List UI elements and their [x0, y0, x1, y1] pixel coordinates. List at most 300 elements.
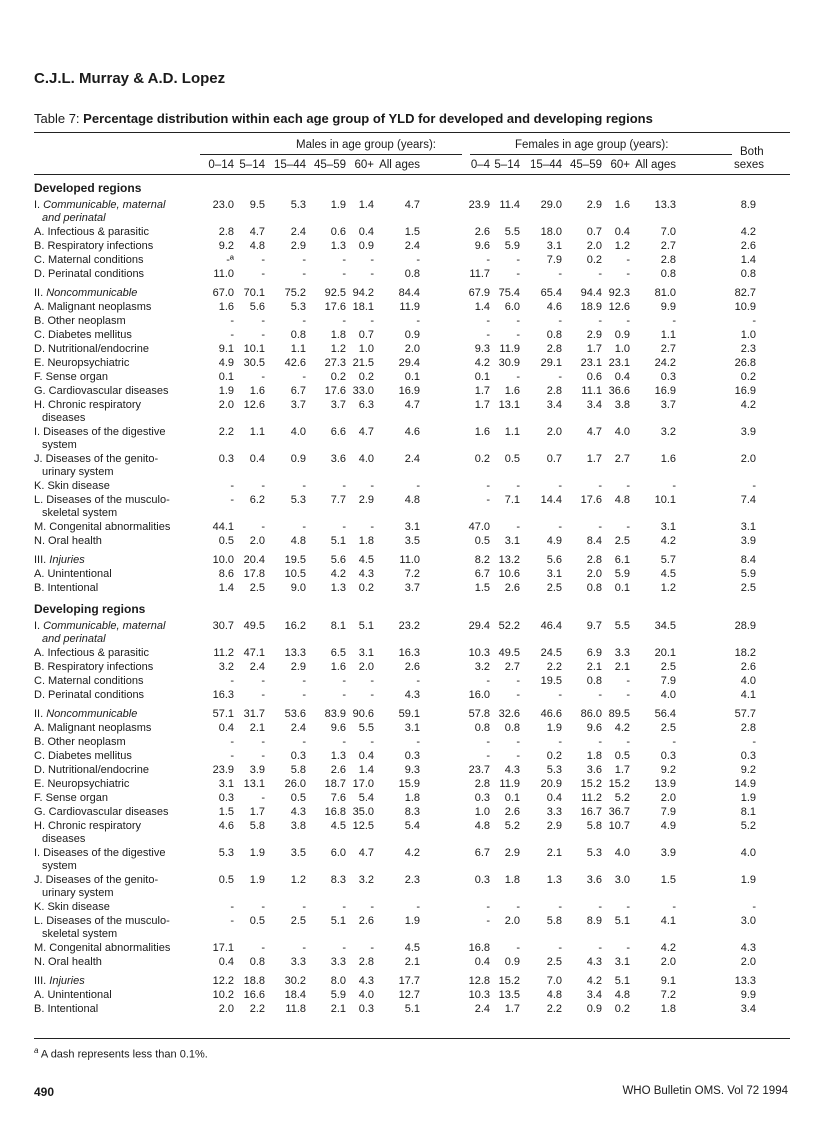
- row-label: [34, 901, 214, 914]
- table-cell: 3.1: [358, 647, 374, 659]
- table-cell: 4.5: [330, 820, 346, 832]
- row-label: [34, 806, 214, 819]
- table-cell: 0.7: [546, 453, 562, 465]
- table-cell: 2.1: [330, 1003, 346, 1015]
- table-cell: 1.5: [404, 226, 420, 238]
- table-cell: 0.6: [586, 371, 602, 383]
- table-cell: 10.7: [608, 820, 630, 832]
- table-cell: 81.0: [654, 287, 676, 299]
- table-cell: 2.5: [290, 915, 306, 927]
- table-cell: 0.5: [218, 535, 234, 547]
- table-cell: 0.9: [358, 240, 374, 252]
- table-cell: 11.9: [499, 778, 520, 790]
- table-cell: 32.6: [498, 708, 520, 720]
- table-cell: -: [598, 268, 602, 280]
- table-cell: 0.8: [546, 329, 562, 341]
- table-cell: -: [516, 750, 520, 762]
- table-cell: 4.8: [249, 240, 265, 252]
- table-cell: 2.1: [546, 847, 562, 859]
- table-caption: [34, 111, 653, 126]
- table-cell: 11.1: [581, 385, 602, 397]
- table-cell: 6.0: [504, 301, 520, 313]
- table-cell: 2.7: [660, 343, 676, 355]
- table-cell: 27.3: [324, 357, 346, 369]
- table-cell: 7.0: [546, 975, 562, 987]
- table-cell: 1.7: [474, 385, 490, 397]
- table-cell: 9.2: [740, 764, 756, 776]
- table-cell: 3.5: [404, 535, 420, 547]
- table-cell: -: [261, 736, 265, 748]
- table-cell: -: [626, 315, 630, 327]
- row-label-continuation: diseases: [42, 412, 86, 424]
- table-cell: 9.7: [586, 620, 602, 632]
- table-cell: 4.1: [740, 689, 756, 701]
- table-cell: 0.1: [614, 582, 630, 594]
- table-cell: 20.1: [654, 647, 676, 659]
- table-cell: 4.2: [330, 568, 346, 580]
- row-label: [34, 792, 214, 805]
- table-cell: -: [261, 942, 265, 954]
- table-cell: -: [302, 315, 306, 327]
- table-cell: -: [626, 268, 630, 280]
- table-cell: 4.7: [249, 226, 265, 238]
- row-label-text: A. Infectious & parasitic: [34, 226, 149, 238]
- table-cell: -: [558, 689, 562, 701]
- table-cell: 3.9: [249, 764, 265, 776]
- table-cell: 12.8: [468, 975, 490, 987]
- table-cell: 4.9: [660, 820, 676, 832]
- row-label-continuation: system: [42, 439, 77, 451]
- row-label: [34, 647, 214, 660]
- footnote-text: A dash represents less than 0.1%.: [38, 1048, 208, 1061]
- table-cell: 7.0: [660, 226, 676, 238]
- table-cell: 4.2: [740, 399, 756, 411]
- table-cell: 0.4: [546, 792, 562, 804]
- row-label-text: A. Malignant neoplasms: [34, 301, 152, 313]
- table-cell: 2.9: [290, 240, 306, 252]
- table-cell: -: [230, 315, 234, 327]
- row-label-text: A. Malignant neoplasms: [34, 722, 152, 734]
- table-cell: 3.3: [330, 956, 346, 968]
- table-cell: 57.1: [212, 708, 234, 720]
- table-cell: 2.4: [290, 722, 306, 734]
- table-label: Table 7:: [34, 111, 80, 126]
- table-cell: 4.3: [740, 942, 756, 954]
- row-label-text: K. Skin disease: [34, 480, 110, 492]
- table-cell: -: [261, 254, 265, 266]
- table-cell: 2.8: [546, 343, 562, 355]
- table-cell: 13.9: [654, 778, 676, 790]
- table-cell: 0.9: [504, 956, 520, 968]
- table-cell: -: [516, 315, 520, 327]
- row-label: [34, 371, 214, 384]
- table-cell: -: [626, 254, 630, 266]
- table-cell: -: [558, 315, 562, 327]
- table-cell: 1.9: [740, 792, 756, 804]
- table-cell: 2.8: [740, 722, 756, 734]
- table-cell: 2.0: [740, 956, 756, 968]
- table-cell: 2.6: [404, 661, 420, 673]
- table-cell: 1.9: [404, 915, 420, 927]
- table-cell: -: [370, 315, 374, 327]
- table-cell: 3.3: [614, 647, 630, 659]
- table-cell: 11.9: [399, 301, 420, 313]
- table-cell: 42.6: [284, 357, 306, 369]
- table-cell: -: [261, 750, 265, 762]
- table-cell: 1.6: [330, 661, 346, 673]
- male-age-header: 60+: [354, 159, 374, 171]
- table-cell: 8.2: [474, 554, 490, 566]
- table-cell: 4.3: [358, 975, 374, 987]
- table-cell: 2.2: [546, 1003, 562, 1015]
- table-cell: 44.1: [212, 521, 234, 533]
- table-cell: 5.8: [249, 820, 265, 832]
- table-cell: 3.3: [546, 806, 562, 818]
- male-age-header: 45–59: [314, 159, 346, 171]
- table-cell: -: [302, 480, 306, 492]
- table-cell: 5.8: [290, 764, 306, 776]
- table-bottom-rule: [34, 1038, 790, 1039]
- table-cell: 0.2: [330, 371, 346, 383]
- table-cell: -: [342, 689, 346, 701]
- row-label-text: F. Sense organ: [34, 792, 108, 804]
- table-cell: 57.8: [468, 708, 490, 720]
- table-cell: 17.1: [212, 942, 234, 954]
- table-cell: 0.8: [404, 268, 420, 280]
- table-cell: 6.0: [330, 847, 346, 859]
- table-cell: 1.6: [614, 199, 630, 211]
- table-cell: 18.7: [324, 778, 346, 790]
- table-cell: 0.8: [660, 268, 676, 280]
- table-cell: 57.7: [734, 708, 756, 720]
- table-cell: -: [626, 689, 630, 701]
- table-cell: 0.3: [660, 750, 676, 762]
- row-label-text: D. Nutritional/endocrine: [34, 764, 149, 776]
- table-cell: 2.4: [404, 240, 420, 252]
- table-cell: -: [342, 736, 346, 748]
- row-label-text: B. Intentional: [34, 1003, 99, 1015]
- table-cell: 16.9: [734, 385, 756, 397]
- table-cell: 5.6: [546, 554, 562, 566]
- table-cell: 23.1: [580, 357, 602, 369]
- table-cell: 0.8: [249, 956, 265, 968]
- table-cell: 4.0: [740, 847, 756, 859]
- table-cell: -: [558, 736, 562, 748]
- table-cell: 9.6: [330, 722, 346, 734]
- table-cell: 0.8: [586, 675, 602, 687]
- table-cell: 10.1: [654, 494, 676, 506]
- table-cell: 23.0: [212, 199, 234, 211]
- table-cell: 6.2: [249, 494, 265, 506]
- table-cell: 8.0: [330, 975, 346, 987]
- table-cell: -: [370, 480, 374, 492]
- both-sexes-line2: sexes: [734, 159, 765, 171]
- row-label: [34, 942, 214, 955]
- table-cell: 7.9: [546, 254, 562, 266]
- table-cell: 2.5: [249, 582, 265, 594]
- table-cell: 3.0: [740, 915, 756, 927]
- table-cell: 3.9: [660, 847, 676, 859]
- table-cell: 5.1: [330, 535, 346, 547]
- table-cell: 13.1: [498, 399, 520, 411]
- table-cell: 4.0: [614, 847, 630, 859]
- table-cell: -: [342, 942, 346, 954]
- table-cell: 15.2: [608, 778, 630, 790]
- table-cell: 0.9: [614, 329, 630, 341]
- table-cell: 14.4: [540, 494, 562, 506]
- table-cell: 1.2: [614, 240, 630, 252]
- table-cell: 1.8: [358, 535, 374, 547]
- table-cell: 23.9: [212, 764, 234, 776]
- table-cell: 4.7: [358, 847, 374, 859]
- table-cell: 0.5: [249, 915, 265, 927]
- table-cell: 0.1: [474, 371, 490, 383]
- table-cell: 3.1: [546, 240, 562, 252]
- table-cell: -: [230, 480, 234, 492]
- section-title: Developed regions: [34, 181, 142, 195]
- table-cell: 0.2: [614, 1003, 630, 1015]
- table-cell: 3.9: [740, 426, 756, 438]
- row-label: [34, 315, 214, 328]
- header-bottom-rule: [34, 174, 790, 175]
- table-cell: 1.1: [504, 426, 520, 438]
- table-cell: -: [370, 254, 374, 266]
- row-label-text: M. Congenital abnormalities: [34, 942, 171, 954]
- table-cell: -: [230, 736, 234, 748]
- table-cell: 11.8: [285, 1003, 306, 1015]
- table-cell: -: [302, 268, 306, 280]
- table-cell: 75.4: [498, 287, 520, 299]
- row-label-text: C. Diabetes mellitus: [34, 750, 132, 762]
- table-cell: -: [230, 750, 234, 762]
- table-cell: 0.4: [249, 453, 265, 465]
- row-label: [34, 708, 214, 721]
- table-cell: 4.5: [358, 554, 374, 566]
- table-cell: 4.8: [404, 494, 420, 506]
- table-cell: 15.9: [398, 778, 420, 790]
- table-top-rule: [34, 132, 790, 133]
- table-cell: 33.0: [352, 385, 374, 397]
- table-cell: 4.8: [474, 820, 490, 832]
- row-label-text: D. Perinatal conditions: [34, 689, 145, 701]
- table-cell: 6.7: [474, 847, 490, 859]
- table-cell: 2.9: [586, 199, 602, 211]
- table-cell: 29.0: [540, 199, 562, 211]
- table-cell: -: [486, 736, 490, 748]
- table-cell: 56.4: [654, 708, 676, 720]
- row-label-text: G. Cardiovascular diseases: [34, 806, 169, 818]
- row-label-continuation: urinary system: [42, 887, 114, 899]
- table-cell: 1.3: [330, 750, 346, 762]
- table-cell: 16.0: [468, 689, 490, 701]
- row-label-continuation: diseases: [42, 833, 86, 845]
- row-label-text: B. Respiratory infections: [34, 661, 154, 673]
- male-age-header: 5–14: [239, 159, 265, 171]
- table-cell: -: [342, 254, 346, 266]
- table-cell: 7.9: [660, 806, 676, 818]
- table-cell: 9.1: [218, 343, 234, 355]
- row-label-continuation: and perinatal: [42, 212, 106, 224]
- table-cell: 9.2: [660, 764, 676, 776]
- table-cell: 0.8: [474, 722, 490, 734]
- table-cell: 2.5: [546, 956, 562, 968]
- table-cell: 70.1: [243, 287, 265, 299]
- table-cell: 47.0: [468, 521, 490, 533]
- males-group-header: Males in age group (years):: [296, 139, 436, 151]
- table-cell: 3.1: [404, 722, 420, 734]
- female-age-header: 0–4: [470, 159, 490, 171]
- table-cell: 67.0: [212, 287, 234, 299]
- table-cell: 18.1: [352, 301, 374, 313]
- table-cell: 2.1: [614, 661, 630, 673]
- footnote: [34, 1046, 208, 1061]
- row-label-italic: Injuries: [49, 554, 85, 566]
- table-cell: 0.4: [218, 956, 234, 968]
- table-cell: 0.5: [474, 535, 490, 547]
- table-cell: 13.1: [243, 778, 265, 790]
- row-label: [34, 240, 214, 253]
- table-cell: 28.9: [734, 620, 756, 632]
- table-cell: -: [516, 268, 520, 280]
- table-cell: -: [598, 689, 602, 701]
- row-label: [34, 689, 214, 702]
- table-cell: 1.8: [504, 874, 520, 886]
- row-label: [34, 736, 214, 749]
- table-cell: -: [416, 254, 420, 266]
- table-cell: 5.2: [504, 820, 520, 832]
- row-label-italic: Injuries: [49, 975, 85, 987]
- row-label: [34, 915, 214, 941]
- table-cell: 1.9: [249, 847, 265, 859]
- table-cell: 5.1: [330, 915, 346, 927]
- table-cell: 15.2: [580, 778, 602, 790]
- table-cell: 4.8: [546, 989, 562, 1001]
- table-cell: 36.6: [608, 385, 630, 397]
- table-cell: 2.1: [404, 956, 420, 968]
- row-label-text: I.: [34, 620, 44, 632]
- table-cell: 4.3: [504, 764, 520, 776]
- row-label: [34, 874, 214, 900]
- table-cell: 3.2: [474, 661, 490, 673]
- table-cell: 9.6: [474, 240, 490, 252]
- table-cell: 1.2: [330, 343, 346, 355]
- table-cell: 29.4: [398, 357, 420, 369]
- table-cell: -: [516, 371, 520, 383]
- table-cell: -: [342, 675, 346, 687]
- table-cell: 6.9: [586, 647, 602, 659]
- row-label: [34, 399, 214, 425]
- table-cell: 8.3: [404, 806, 420, 818]
- table-cell: -: [416, 901, 420, 913]
- table-cell: -: [370, 942, 374, 954]
- table-cell: 4.2: [660, 535, 676, 547]
- table-cell: 24.5: [540, 647, 562, 659]
- table-cell: 84.4: [398, 287, 420, 299]
- table-cell: 2.6: [330, 764, 346, 776]
- table-cell: 5.1: [614, 975, 630, 987]
- table-cell: 0.1: [218, 371, 234, 383]
- table-cell: 12.2: [212, 975, 234, 987]
- table-cell: 4.9: [546, 535, 562, 547]
- table-cell: 19.5: [540, 675, 562, 687]
- table-cell: -: [598, 942, 602, 954]
- table-cell: 29.4: [468, 620, 490, 632]
- table-cell: 1.9: [218, 385, 234, 397]
- row-label: [34, 778, 214, 791]
- table-title: Percentage distribution within each age group of YLD for developed and developing regions: [83, 111, 653, 126]
- table-cell: 0.8: [740, 268, 756, 280]
- table-cell: 0.5: [614, 750, 630, 762]
- male-age-header: All ages: [379, 159, 420, 171]
- table-cell: 49.5: [498, 647, 520, 659]
- row-label-text: J. Diseases of the genito-: [34, 453, 159, 465]
- row-label-text: H. Chronic respiratory: [34, 820, 141, 832]
- table-cell: 4.0: [740, 675, 756, 687]
- female-age-header: 60+: [610, 159, 630, 171]
- table-cell: 12.6: [608, 301, 630, 313]
- table-cell: -: [416, 315, 420, 327]
- table-cell: 1.9: [330, 199, 346, 211]
- table-cell: 75.2: [284, 287, 306, 299]
- table-cell: 17.7: [398, 975, 420, 987]
- table-cell: 5.3: [290, 494, 306, 506]
- female-age-header: 5–14: [494, 159, 520, 171]
- table-cell: 1.7: [586, 453, 602, 465]
- table-cell: 3.0: [614, 874, 630, 886]
- females-subrule: [470, 154, 732, 155]
- row-label: [34, 521, 214, 534]
- table-cell: -: [516, 736, 520, 748]
- table-cell: 1.4: [358, 764, 374, 776]
- table-cell: 1.1: [290, 343, 306, 355]
- table-cell: 46.6: [540, 708, 562, 720]
- row-label-text: I.: [34, 199, 44, 211]
- female-age-header: All ages: [635, 159, 676, 171]
- table-cell: 0.3: [218, 453, 234, 465]
- table-cell: 8.1: [740, 806, 756, 818]
- table-cell: -: [626, 901, 630, 913]
- table-cell: 11.2: [581, 792, 602, 804]
- both-sexes-line1: Both: [740, 146, 764, 158]
- table-cell: 6.7: [474, 568, 490, 580]
- table-cell: -: [672, 901, 676, 913]
- table-cell: 0.6: [330, 226, 346, 238]
- table-cell: 1.5: [660, 874, 676, 886]
- table-cell: 10.3: [468, 647, 490, 659]
- table-cell: 4.2: [404, 847, 420, 859]
- table-cell: 2.8: [660, 254, 676, 266]
- table-cell: 2.0: [218, 1003, 234, 1015]
- table-cell: 7.2: [404, 568, 420, 580]
- table-cell: 2.2: [546, 661, 562, 673]
- row-label-text: D. Nutritional/endocrine: [34, 343, 149, 355]
- row-label-text: H. Chronic respiratory: [34, 399, 141, 411]
- table-cell: 52.2: [498, 620, 520, 632]
- table-cell: 1.7: [474, 399, 490, 411]
- row-label-continuation: skeletal system: [42, 507, 118, 519]
- table-cell: 12.6: [243, 399, 265, 411]
- table-cell: 1.7: [586, 343, 602, 355]
- table-cell: 9.5: [249, 199, 265, 211]
- table-cell: 11.9: [499, 343, 520, 355]
- table-cell: 7.1: [504, 494, 520, 506]
- table-cell: 16.8: [468, 942, 490, 954]
- table-cell: 4.3: [404, 689, 420, 701]
- table-cell: 59.1: [398, 708, 420, 720]
- table-cell: 1.6: [249, 385, 265, 397]
- row-label-text: F. Sense organ: [34, 371, 108, 383]
- table-cell: 30.7: [212, 620, 234, 632]
